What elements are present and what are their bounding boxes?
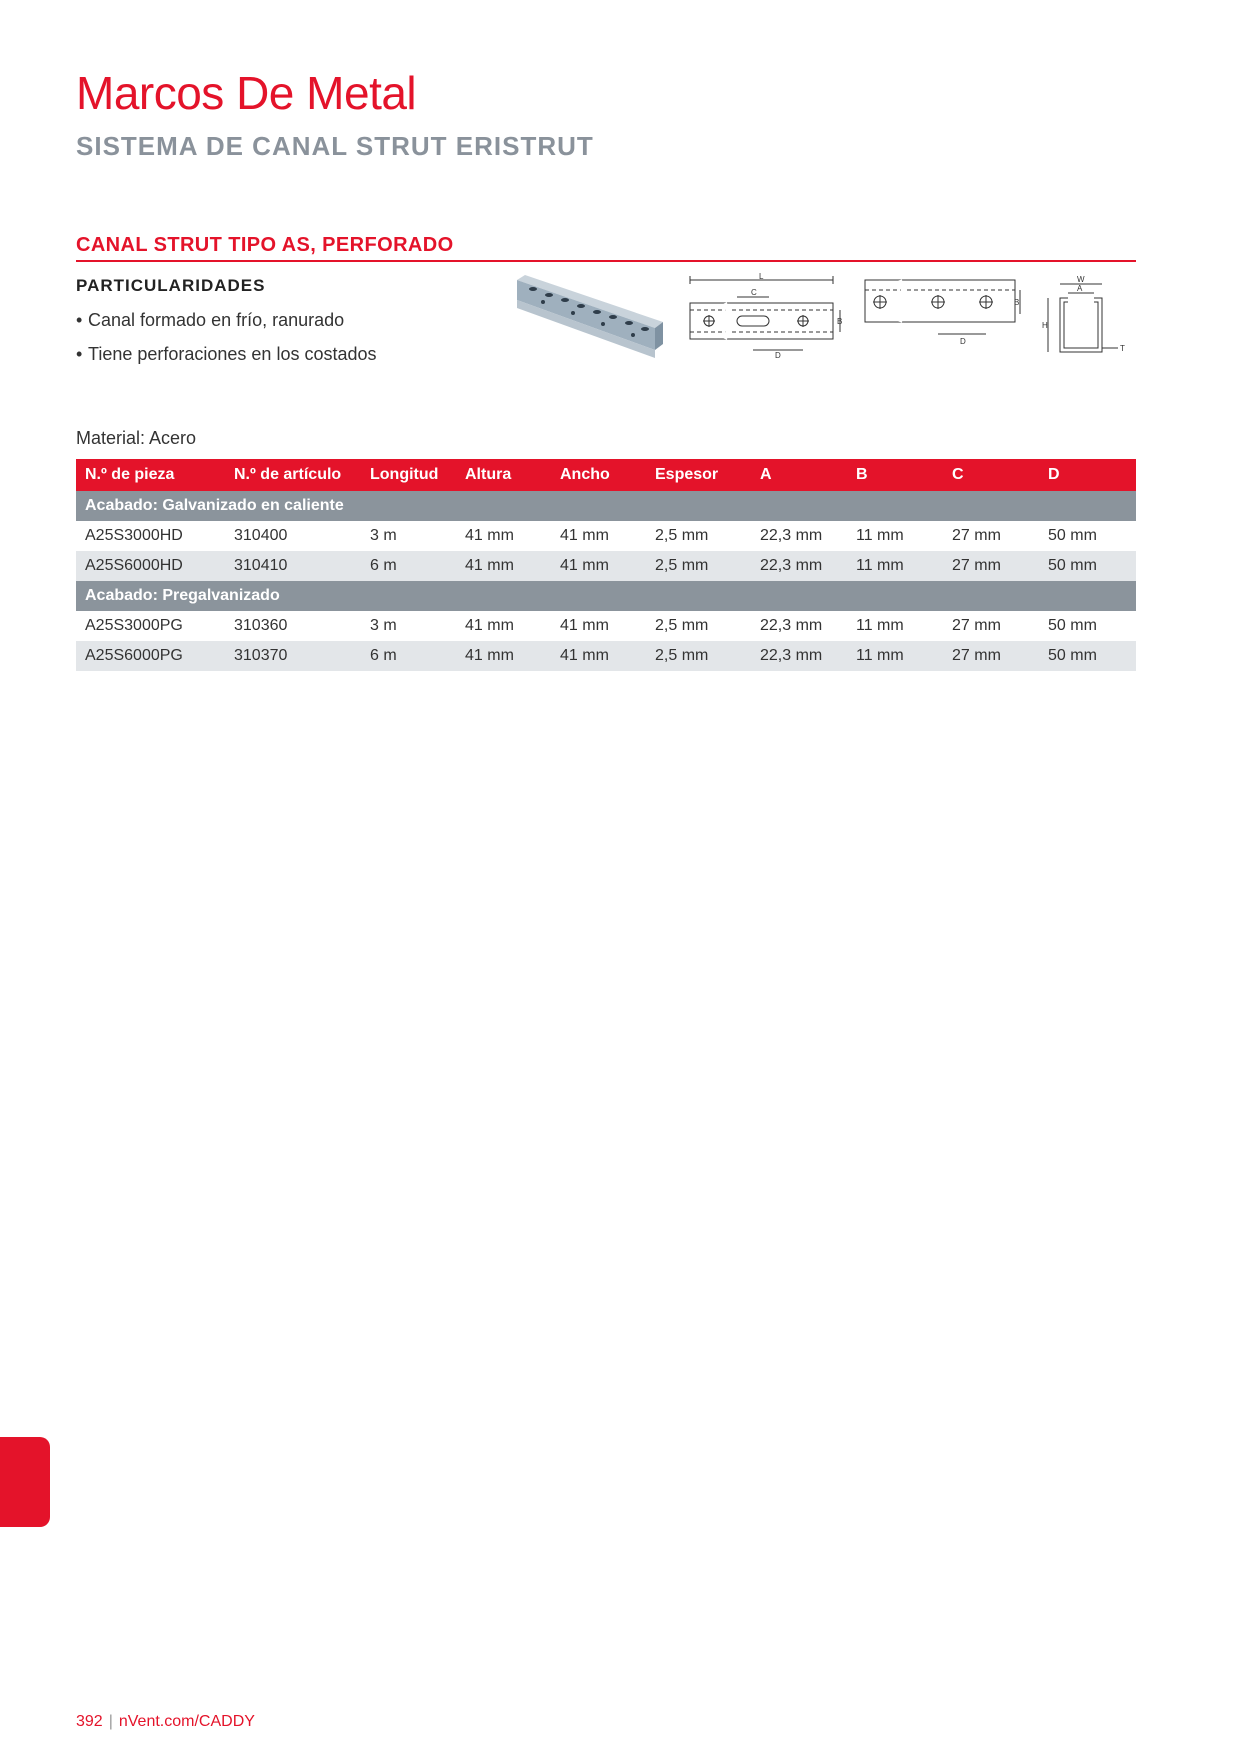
cell-d: 50 mm	[1039, 521, 1136, 551]
cell-b: 11 mm	[847, 551, 943, 581]
cell-length: 6 m	[361, 641, 456, 671]
feature-item: • Canal formado en frío, ranurado	[76, 310, 345, 330]
cell-width: 41 mm	[551, 641, 646, 671]
group-label: Acabado: Pregalvanizado	[76, 581, 1136, 611]
side-view-drawing	[685, 272, 850, 364]
cell-width: 41 mm	[551, 551, 646, 581]
cell-article: 310360	[225, 611, 361, 641]
cell-thickness: 2,5 mm	[646, 641, 751, 671]
group-label: Acabado: Galvanizado en caliente	[76, 491, 1136, 521]
cell-thickness: 2,5 mm	[646, 551, 751, 581]
cell-c: 27 mm	[943, 551, 1039, 581]
cell-d: 50 mm	[1039, 551, 1136, 581]
cross-section-drawing	[1040, 276, 1140, 366]
cell-part: A25S6000HD	[76, 551, 225, 581]
col-header-width: Ancho	[551, 459, 646, 491]
top-view-drawing	[860, 278, 1025, 348]
table-group-row	[76, 581, 1136, 611]
col-header-d: D	[1039, 459, 1136, 491]
cell-b: 11 mm	[847, 641, 943, 671]
strut-channel-photo	[515, 272, 665, 367]
dim-label-t: T	[1120, 344, 1125, 353]
features-list	[76, 308, 377, 376]
page-title: Marcos De Metal	[76, 67, 417, 119]
cell-height: 41 mm	[456, 611, 551, 641]
dim-label-c: C	[751, 288, 757, 297]
dim-label-b2: B	[1014, 298, 1020, 307]
cell-length: 6 m	[361, 551, 456, 581]
cell-width: 41 mm	[551, 611, 646, 641]
table-row	[76, 521, 1136, 551]
col-header-height: Altura	[456, 459, 551, 491]
table-row	[76, 611, 1136, 641]
section-title: CANAL STRUT TIPO AS, PERFORADO	[76, 234, 1136, 262]
dim-label-b: B	[837, 317, 843, 326]
feature-item: • Tiene perforaciones en los costados	[76, 344, 377, 364]
footer-separator: |	[108, 1713, 113, 1730]
material-text: Material: Acero	[76, 428, 197, 448]
bullet-icon: •	[76, 344, 83, 364]
table-group-row	[76, 491, 1136, 521]
cell-length: 3 m	[361, 611, 456, 641]
cell-b: 11 mm	[847, 521, 943, 551]
cell-d: 50 mm	[1039, 641, 1136, 671]
dim-label-l: L	[759, 272, 764, 281]
cell-part: A25S3000PG	[76, 611, 225, 641]
footer-link[interactable]: nVent.com/CADDY	[118, 1713, 255, 1730]
cell-height: 41 mm	[456, 641, 551, 671]
cell-article: 310400	[225, 521, 361, 551]
table-row	[76, 641, 1136, 671]
cell-c: 27 mm	[943, 611, 1039, 641]
table-header-row	[76, 459, 1136, 491]
cell-a: 22,3 mm	[751, 611, 847, 641]
cell-a: 22,3 mm	[751, 521, 847, 551]
table-row	[76, 551, 1136, 581]
col-header-b: B	[847, 459, 943, 491]
cell-d: 50 mm	[1039, 611, 1136, 641]
cell-a: 22,3 mm	[751, 641, 847, 671]
dim-label-d: D	[775, 351, 781, 360]
cell-part: A25S3000HD	[76, 521, 225, 551]
dim-label-w: W	[1077, 276, 1085, 284]
page-subtitle: SISTEMA DE CANAL STRUT ERISTRUT	[76, 131, 594, 161]
cell-article: 310370	[225, 641, 361, 671]
cell-b: 11 mm	[847, 611, 943, 641]
col-header-length: Longitud	[361, 459, 456, 491]
cell-article: 310410	[225, 551, 361, 581]
chapter-tab-marker	[0, 1437, 50, 1527]
product-images	[515, 272, 1140, 372]
cell-height: 41 mm	[456, 551, 551, 581]
col-header-part: N.º de pieza	[76, 459, 225, 491]
cell-c: 27 mm	[943, 521, 1039, 551]
page-footer	[76, 1713, 255, 1731]
col-header-a: A	[751, 459, 847, 491]
dim-label-a: A	[1077, 284, 1083, 293]
col-header-c: C	[943, 459, 1039, 491]
spec-table	[76, 459, 1136, 671]
dim-label-d2: D	[960, 337, 966, 346]
col-header-article: N.º de artículo	[225, 459, 361, 491]
col-header-thickness: Espesor	[646, 459, 751, 491]
bullet-icon: •	[76, 310, 83, 330]
cell-length: 3 m	[361, 521, 456, 551]
page-number: 392	[76, 1713, 103, 1730]
cell-width: 41 mm	[551, 521, 646, 551]
dim-label-h: H	[1042, 321, 1048, 330]
cell-c: 27 mm	[943, 641, 1039, 671]
features-heading: PARTICULARIDADES	[76, 276, 266, 295]
cell-thickness: 2,5 mm	[646, 611, 751, 641]
cell-thickness: 2,5 mm	[646, 521, 751, 551]
cell-a: 22,3 mm	[751, 551, 847, 581]
cell-height: 41 mm	[456, 521, 551, 551]
cell-part: A25S6000PG	[76, 641, 225, 671]
